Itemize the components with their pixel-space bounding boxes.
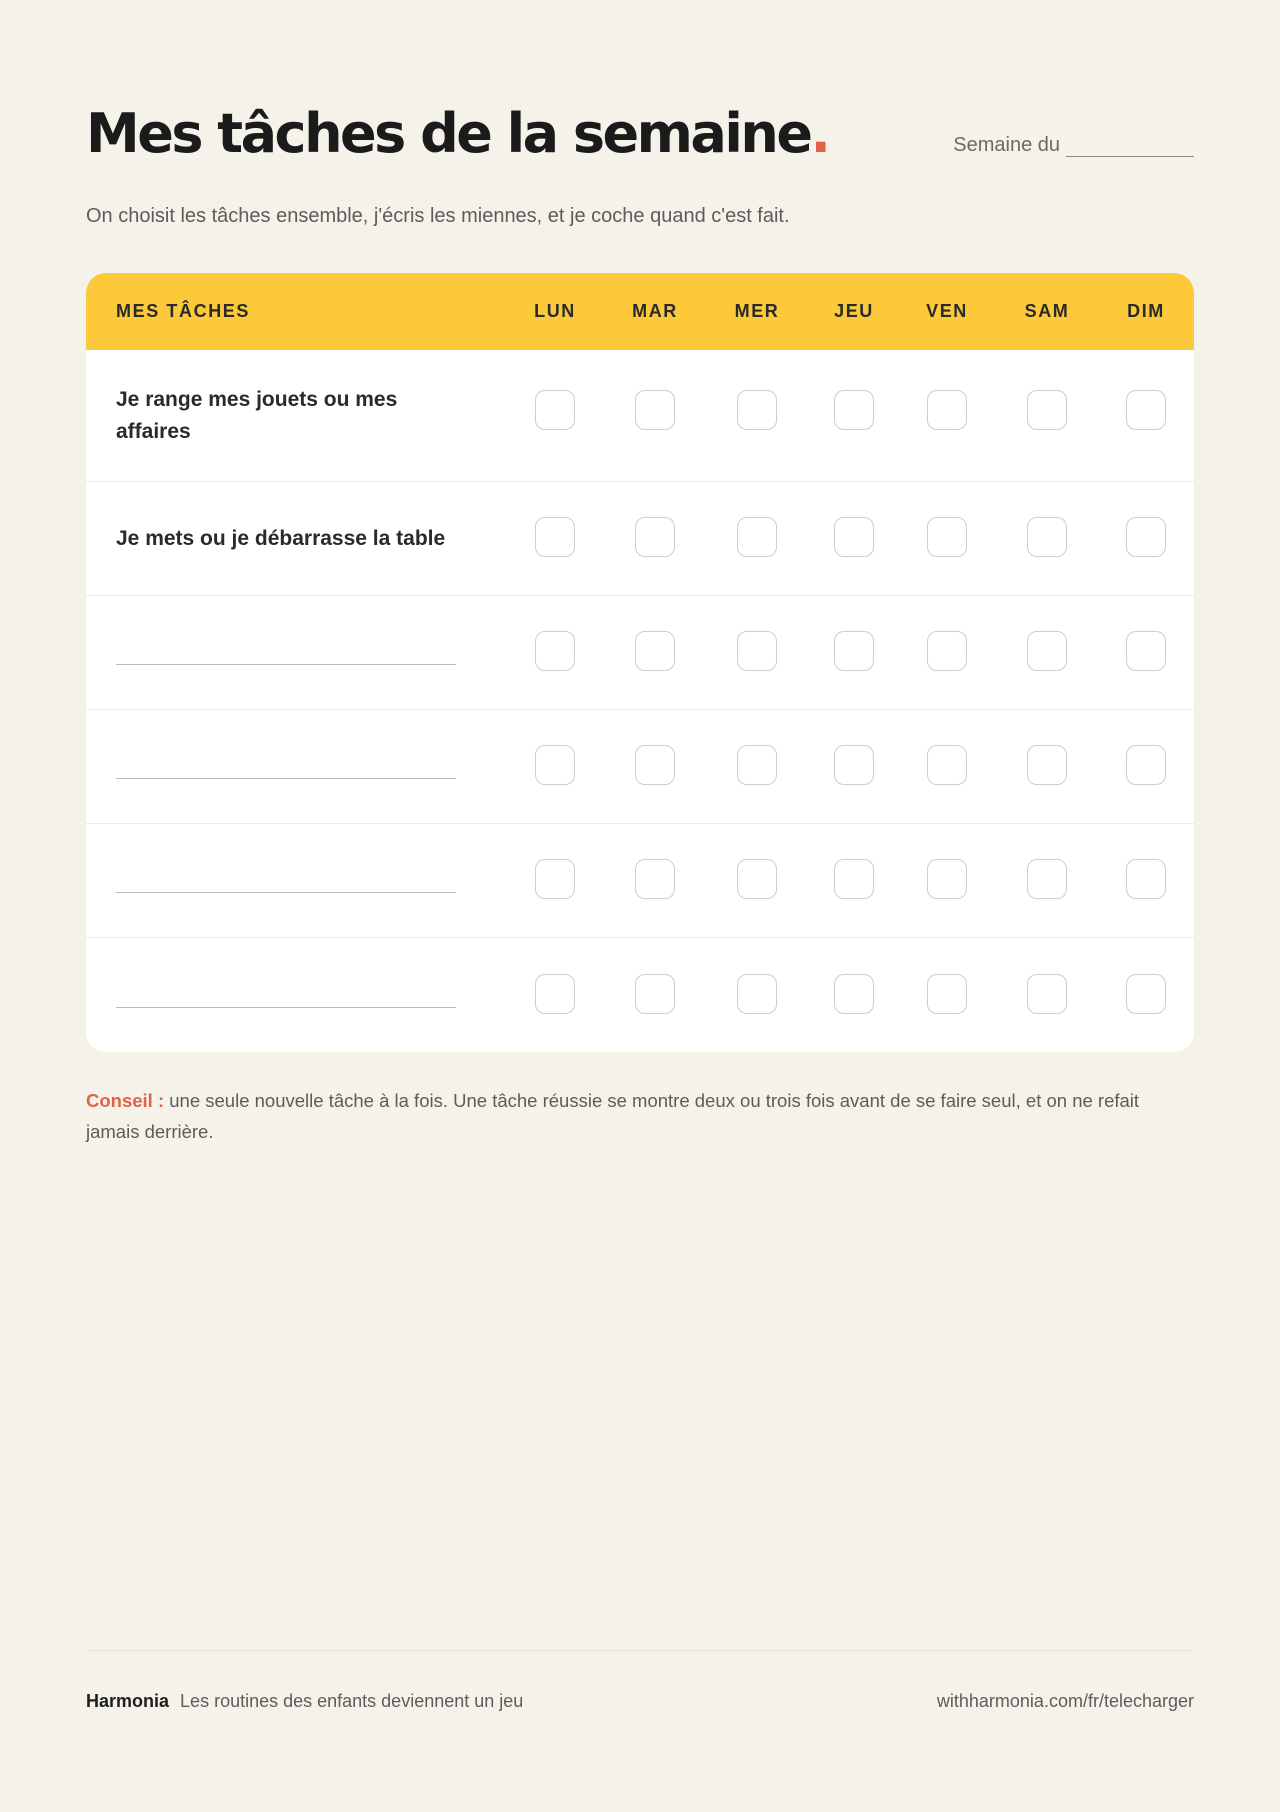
checkbox-ven[interactable]: [927, 745, 967, 785]
checkbox-ven[interactable]: [927, 859, 967, 899]
checkbox-mer[interactable]: [737, 745, 777, 785]
week-label: Semaine du: [953, 134, 1060, 156]
day-header-mar: MAR: [632, 301, 678, 321]
task-write-line[interactable]: [116, 778, 456, 779]
title-text: Mes tâches de la semaine: [86, 102, 811, 165]
day-header-sam: SAM: [1024, 301, 1070, 321]
checkbox-lun[interactable]: [535, 859, 575, 899]
table-header: [86, 273, 1194, 350]
tip-text: une seule nouvelle tâche à la fois. Une tâche réussie se montre deux ou trois fois avant de se faire seul, et on ne refait jamais derrière.: [86, 1090, 1140, 1142]
week-field: [953, 134, 1194, 157]
checkbox-jeu[interactable]: [834, 974, 874, 1014]
checkbox-ven[interactable]: [927, 974, 967, 1014]
day-header-mer: MER: [734, 301, 780, 321]
checkbox-mar[interactable]: [635, 390, 675, 430]
checkbox-dim[interactable]: [1126, 974, 1166, 1014]
checkbox-jeu[interactable]: [834, 390, 874, 430]
task-write-line[interactable]: [116, 664, 456, 665]
checkbox-ven[interactable]: [927, 631, 967, 671]
checkbox-jeu[interactable]: [834, 859, 874, 899]
checkbox-dim[interactable]: [1126, 631, 1166, 671]
checkbox-dim[interactable]: [1126, 390, 1166, 430]
task-column-header: MES TÂCHES: [116, 301, 251, 321]
tip-note: [86, 1085, 1194, 1147]
worksheet-page: [86, 0, 1194, 1812]
tip-label: Conseil :: [86, 1090, 165, 1111]
checkbox-dim[interactable]: [1126, 517, 1166, 557]
checkbox-dim[interactable]: [1126, 745, 1166, 785]
week-date-blank[interactable]: [1066, 135, 1194, 157]
checkbox-mer[interactable]: [737, 859, 777, 899]
checkbox-jeu[interactable]: [834, 517, 874, 557]
checkbox-mer[interactable]: [737, 390, 777, 430]
checkbox-sam[interactable]: [1027, 517, 1067, 557]
task-row: [86, 481, 1194, 595]
checkbox-lun[interactable]: [535, 631, 575, 671]
task-row: [86, 709, 1194, 823]
checkbox-mer[interactable]: [737, 974, 777, 1014]
checkbox-mer[interactable]: [737, 631, 777, 671]
page-footer: [86, 1689, 1194, 1713]
task-write-line[interactable]: [116, 892, 456, 893]
checkbox-sam[interactable]: [1027, 974, 1067, 1014]
checkbox-sam[interactable]: [1027, 859, 1067, 899]
title-dot: .: [810, 102, 829, 165]
download-link[interactable]: withharmonia.com/fr/telecharger: [936, 1691, 1194, 1711]
footer-divider: [86, 1650, 1194, 1651]
checkbox-mar[interactable]: [635, 631, 675, 671]
table-body: [86, 350, 1194, 1052]
checkbox-lun[interactable]: [535, 517, 575, 557]
day-header-ven: VEN: [926, 301, 968, 321]
task-write-line[interactable]: [116, 1007, 456, 1008]
checkbox-mar[interactable]: [635, 974, 675, 1014]
task-label: Je mets ou je débarrasse la table: [116, 527, 446, 550]
checkbox-mar[interactable]: [635, 517, 675, 557]
day-header-lun: LUN: [534, 301, 576, 321]
brand-tagline: Les routines des enfants deviennent un jeu: [180, 1691, 524, 1711]
brand-name: Harmonia: [86, 1691, 170, 1711]
checkbox-sam[interactable]: [1027, 631, 1067, 671]
checkbox-jeu[interactable]: [834, 631, 874, 671]
task-row: [86, 823, 1194, 937]
checkbox-sam[interactable]: [1027, 390, 1067, 430]
task-row: [86, 595, 1194, 709]
checkbox-ven[interactable]: [927, 517, 967, 557]
page-title: [86, 102, 828, 166]
checkbox-lun[interactable]: [535, 974, 575, 1014]
checkbox-mar[interactable]: [635, 859, 675, 899]
task-row: [86, 350, 1194, 481]
checkbox-dim[interactable]: [1126, 859, 1166, 899]
checkbox-ven[interactable]: [927, 390, 967, 430]
checkbox-jeu[interactable]: [834, 745, 874, 785]
page-header: [86, 100, 1194, 170]
day-header-jeu: JEU: [834, 301, 874, 321]
checkbox-mer[interactable]: [737, 517, 777, 557]
chore-table: [86, 273, 1194, 1052]
checkbox-sam[interactable]: [1027, 745, 1067, 785]
checkbox-lun[interactable]: [535, 745, 575, 785]
checkbox-lun[interactable]: [535, 390, 575, 430]
day-header-dim: DIM: [1127, 301, 1165, 321]
task-label: Je range mes jouets ou mes affaires: [116, 387, 398, 443]
checkbox-mar[interactable]: [635, 745, 675, 785]
page-subtitle: On choisit les tâches ensemble, j'écris les miennes, et je coche quand c'est fait.: [86, 205, 790, 227]
task-row: [86, 937, 1194, 1052]
